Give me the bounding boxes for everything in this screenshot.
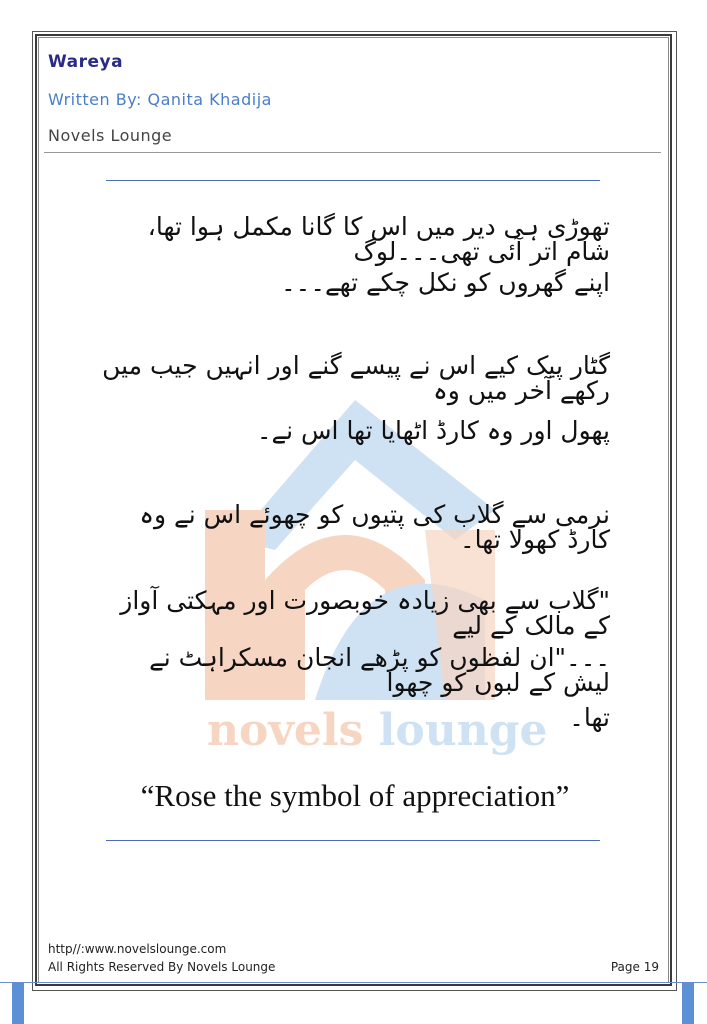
footer-url-link[interactable]: http//:www.novelslounge.com	[48, 942, 227, 956]
content-divider-top	[106, 180, 600, 181]
bottom-divider	[0, 982, 707, 983]
body-line-3: گٹار پیک کیے اس نے پیسے گنے اور انہیں جیب میں رکھے آخر میں وہ	[102, 351, 610, 405]
english-quote: “Rose the symbol of appreciation”	[140, 778, 570, 813]
body-line-6: "گلاب سے بھی زیادہ خوبصورت اور مہکتی آواز کے مالک کے لیے	[120, 586, 610, 640]
body-line-1: تھوڑی ہی دیر میں اس کا گانا مکمل ہوا تھا، شام اتر آئی تھی۔۔۔لوگ	[147, 212, 610, 266]
body-line-8: تھا۔	[569, 703, 610, 732]
watermark-text-lounge: lounge	[378, 705, 548, 756]
header-divider	[44, 152, 661, 153]
body-line-4: پھول اور وہ کارڈ اٹھایا تھا اس نے۔	[256, 416, 610, 445]
body-line-2: اپنے گھروں کو نکل چکے تھے۔۔۔	[281, 268, 610, 297]
watermark-text-novels: novels	[207, 705, 364, 756]
page-number: Page 19	[610, 960, 659, 974]
footer-rights: All Rights Reserved By Novels Lounge	[48, 960, 276, 974]
content-divider-bottom	[106, 840, 600, 841]
body-line-5: نرمی سے گلاب کی پتیوں کو چھوئے اس نے وہ کارڈ کھولا تھا۔	[139, 500, 610, 554]
header-author: Written By: Qanita Khadija	[48, 90, 272, 109]
body-line-7: ۔۔۔"ان لفظوں کو پڑھے انجان مسکراہٹ نے لیش کے لبوں کو چھوا	[149, 643, 610, 697]
header-site: Novels Lounge	[48, 126, 173, 145]
right-blue-tab	[682, 983, 694, 1024]
header-title: Wareya	[48, 52, 124, 72]
left-blue-tab	[12, 983, 24, 1024]
